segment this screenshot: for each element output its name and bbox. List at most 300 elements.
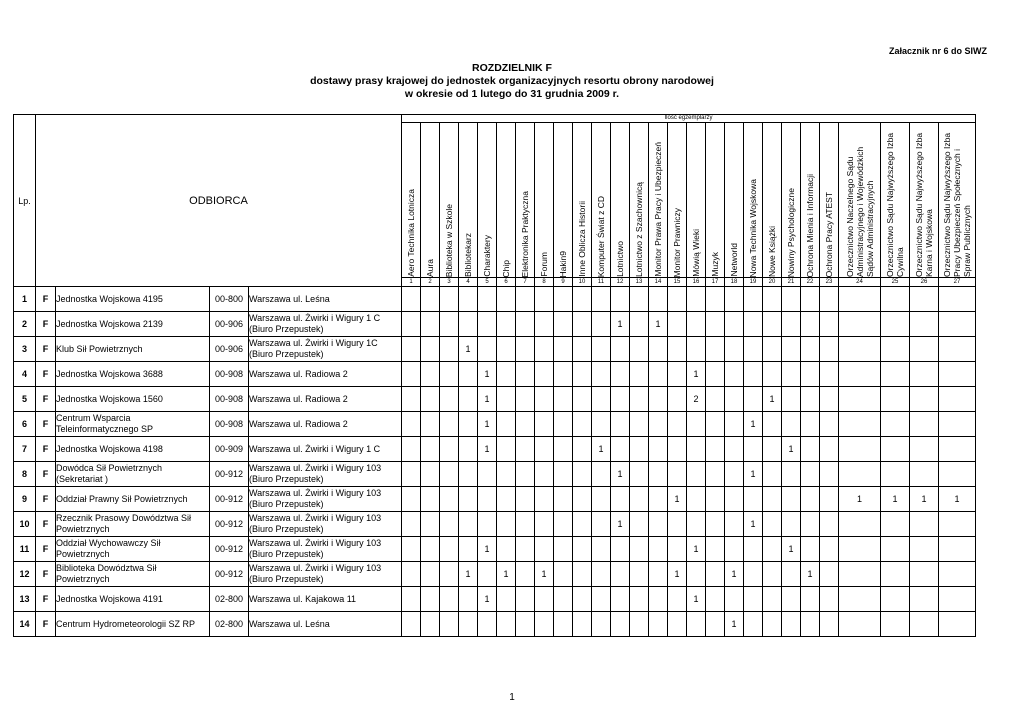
quantity-cell [706, 587, 725, 612]
quantity-cell [402, 587, 421, 612]
column-name: Aura [425, 259, 435, 277]
quantity-cell [459, 612, 478, 637]
quantity-cell [910, 462, 939, 487]
quantity-cell [782, 462, 801, 487]
quantity-cell [725, 437, 744, 462]
quantity-cell [910, 537, 939, 562]
quantity-cell [592, 312, 611, 337]
column-name: Nowa Technika Wojskowa [748, 178, 758, 277]
quantity-cell [668, 412, 687, 437]
quantity-cell [801, 512, 820, 537]
postal-code: 00-912 [210, 487, 249, 512]
quantity-cell [687, 337, 706, 362]
quantity-cell: 1 [611, 512, 630, 537]
quantity-cell: 1 [782, 437, 801, 462]
quantity-cell [839, 312, 881, 337]
quantity-header: Ilość egzemplarzy [402, 115, 976, 123]
quantity-cell [939, 562, 976, 587]
quantity-cell [649, 537, 668, 562]
recipient-name: Klub Sił Powietrznych [56, 337, 210, 362]
quantity-cell [402, 512, 421, 537]
quantity-cell [763, 287, 782, 312]
quantity-cell [402, 412, 421, 437]
column-header-18 [725, 123, 744, 278]
column-number: 13 [630, 278, 649, 287]
row-number: 6 [14, 412, 36, 437]
quantity-cell [839, 362, 881, 387]
quantity-cell [649, 487, 668, 512]
recipient-address: Warszawa ul. Żwirki i Wigury 103 (Biuro Przepustek) [249, 562, 402, 587]
quantity-cell [839, 287, 881, 312]
quantity-cell [839, 387, 881, 412]
quantity-cell: 1 [687, 537, 706, 562]
column-header-14 [649, 123, 668, 278]
quantity-cell [801, 362, 820, 387]
column-number: 16 [687, 278, 706, 287]
row-number: 7 [14, 437, 36, 462]
quantity-cell: 1 [535, 562, 554, 587]
quantity-cell [459, 487, 478, 512]
column-name: Chip [501, 259, 511, 277]
quantity-cell [725, 337, 744, 362]
quantity-cell [402, 462, 421, 487]
quantity-cell [592, 337, 611, 362]
quantity-cell [497, 287, 516, 312]
quantity-cell [706, 537, 725, 562]
quantity-cell [782, 387, 801, 412]
quantity-cell [630, 587, 649, 612]
quantity-cell [939, 512, 976, 537]
column-number: 8 [535, 278, 554, 287]
row-type: F [36, 462, 56, 487]
quantity-cell [782, 512, 801, 537]
quantity-cell [630, 337, 649, 362]
quantity-cell [421, 612, 440, 637]
recipient-address: Warszawa ul. Żwirki i Wigury 1 C (Biuro Przepustek) [249, 312, 402, 337]
quantity-cell: 1 [478, 437, 497, 462]
column-number: 6 [497, 278, 516, 287]
quantity-cell [649, 337, 668, 362]
quantity-cell [939, 537, 976, 562]
row-number: 5 [14, 387, 36, 412]
quantity-cell [649, 462, 668, 487]
column-header-15 [668, 123, 687, 278]
recipient-name: Jednostka Wojskowa 4198 [56, 437, 210, 462]
quantity-cell [820, 387, 839, 412]
quantity-cell [535, 462, 554, 487]
quantity-cell [839, 512, 881, 537]
quantity-cell [801, 387, 820, 412]
recipient-name: Jednostka Wojskowa 1560 [56, 387, 210, 412]
column-name: Forum [539, 252, 549, 277]
quantity-cell: 1 [478, 387, 497, 412]
quantity-cell [910, 287, 939, 312]
recipient-name: Rzecznik Prasowy Dowództwa Sił Powietrznych [56, 512, 210, 537]
quantity-cell [630, 612, 649, 637]
quantity-cell [706, 337, 725, 362]
quantity-cell [801, 537, 820, 562]
quantity-cell [881, 312, 910, 337]
column-number: 23 [820, 278, 839, 287]
title-line-3: w okresie od 1 lutego do 31 grudnia 2009 r. [404, 88, 620, 100]
column-number: 22 [801, 278, 820, 287]
quantity-cell [554, 412, 573, 437]
quantity-cell [611, 337, 630, 362]
quantity-cell [421, 412, 440, 437]
quantity-cell [497, 462, 516, 487]
quantity-cell [910, 612, 939, 637]
row-number: 10 [14, 512, 36, 537]
quantity-cell [611, 612, 630, 637]
quantity-cell [801, 287, 820, 312]
quantity-cell [782, 487, 801, 512]
column-name: Mówią Wieki [691, 229, 701, 277]
quantity-cell [820, 512, 839, 537]
quantity-cell [592, 287, 611, 312]
quantity-cell [668, 462, 687, 487]
quantity-cell [402, 387, 421, 412]
column-number: 1 [402, 278, 421, 287]
row-number: 3 [14, 337, 36, 362]
quantity-cell [573, 512, 592, 537]
table-row [14, 362, 976, 387]
quantity-cell [839, 587, 881, 612]
quantity-cell [744, 287, 763, 312]
quantity-cell: 1 [744, 512, 763, 537]
quantity-cell [535, 337, 554, 362]
quantity-cell [668, 312, 687, 337]
quantity-cell [478, 612, 497, 637]
quantity-cell [516, 487, 535, 512]
quantity-cell: 1 [592, 437, 611, 462]
quantity-cell [801, 462, 820, 487]
quantity-cell [668, 362, 687, 387]
quantity-cell [687, 437, 706, 462]
quantity-cell [497, 612, 516, 637]
quantity-cell [497, 587, 516, 612]
quantity-cell [668, 387, 687, 412]
column-number: 3 [440, 278, 459, 287]
quantity-cell [459, 287, 478, 312]
quantity-cell [516, 437, 535, 462]
quantity-cell [706, 487, 725, 512]
row-type: F [36, 612, 56, 637]
quantity-cell [535, 287, 554, 312]
quantity-cell [939, 362, 976, 387]
quantity-cell [611, 437, 630, 462]
quantity-cell [592, 462, 611, 487]
quantity-cell [910, 512, 939, 537]
postal-code: 00-909 [210, 437, 249, 462]
quantity-cell [706, 612, 725, 637]
quantity-cell [630, 562, 649, 587]
quantity-cell [763, 437, 782, 462]
quantity-cell [782, 587, 801, 612]
quantity-cell: 1 [687, 362, 706, 387]
quantity-cell [801, 437, 820, 462]
quantity-cell [910, 562, 939, 587]
postal-code: 02-800 [210, 612, 249, 637]
column-name: Komputer Świat z CD [596, 195, 606, 277]
quantity-cell [649, 287, 668, 312]
quantity-cell [573, 387, 592, 412]
quantity-cell [497, 537, 516, 562]
quantity-cell [839, 562, 881, 587]
column-name: Ochrona Mienia i Informacji [805, 173, 815, 277]
recipient-name: Jednostka Wojskowa 3688 [56, 362, 210, 387]
column-number: 4 [459, 278, 478, 287]
quantity-cell [801, 587, 820, 612]
quantity-cell [706, 512, 725, 537]
quantity-cell [630, 362, 649, 387]
quantity-cell [497, 487, 516, 512]
table-row [14, 587, 976, 612]
quantity-cell [554, 537, 573, 562]
quantity-cell [535, 587, 554, 612]
quantity-cell [459, 412, 478, 437]
quantity-cell [939, 412, 976, 437]
quantity-cell [516, 362, 535, 387]
quantity-cell [801, 312, 820, 337]
column-header-6 [497, 123, 516, 278]
row-type: F [36, 537, 56, 562]
column-number: 12 [611, 278, 630, 287]
quantity-cell [725, 587, 744, 612]
quantity-cell [497, 412, 516, 437]
quantity-cell [725, 412, 744, 437]
recipient-name: Jednostka Wojskowa 2139 [56, 312, 210, 337]
quantity-cell: 1 [668, 562, 687, 587]
quantity-cell [421, 362, 440, 387]
quantity-cell: 1 [763, 387, 782, 412]
recipient-address: Warszawa ul. Żwirki i Wigury 103 (Biuro Przepustek) [249, 537, 402, 562]
recipient-name: Biblioteka Dowództwa Sił Powietrznych [56, 562, 210, 587]
quantity-cell [725, 462, 744, 487]
quantity-cell [573, 562, 592, 587]
row-type: F [36, 287, 56, 312]
distribution-table [13, 114, 976, 637]
quantity-cell [535, 537, 554, 562]
column-number: 18 [725, 278, 744, 287]
quantity-cell [459, 537, 478, 562]
column-number: 9 [554, 278, 573, 287]
recipient-name: Oddział Wychowawczy Sił Powietrznych [56, 537, 210, 562]
recipient-name: Jednostka Wojskowa 4191 [56, 587, 210, 612]
recipient-address: Warszawa ul. Leśna [249, 612, 402, 637]
column-header-13 [630, 123, 649, 278]
quantity-cell [497, 512, 516, 537]
quantity-cell [535, 387, 554, 412]
quantity-cell [820, 562, 839, 587]
column-header-11 [592, 123, 611, 278]
quantity-cell [421, 287, 440, 312]
quantity-cell [516, 337, 535, 362]
quantity-cell [910, 412, 939, 437]
quantity-cell [687, 287, 706, 312]
quantity-cell: 1 [478, 587, 497, 612]
quantity-cell [554, 437, 573, 462]
column-number: 25 [881, 278, 910, 287]
row-number: 1 [14, 287, 36, 312]
table-row [14, 562, 976, 587]
quantity-cell [687, 512, 706, 537]
quantity-cell: 1 [744, 412, 763, 437]
quantity-cell [687, 487, 706, 512]
recipient-name: Jednostka Wojskowa 4195 [56, 287, 210, 312]
quantity-cell [573, 612, 592, 637]
column-name: Biblioteka w Szkole [444, 203, 454, 277]
quantity-cell [459, 462, 478, 487]
quantity-cell [839, 437, 881, 462]
quantity-cell [478, 312, 497, 337]
annex-label: Załacznik nr 6 do SIWZ [888, 46, 987, 56]
column-number: 11 [592, 278, 611, 287]
quantity-cell [630, 437, 649, 462]
column-name: Bibliotekarz [463, 233, 473, 277]
recipient-name: Centrum Wsparcia Teleinformatycznego SP [56, 412, 210, 437]
quantity-cell [881, 362, 910, 387]
quantity-cell [820, 412, 839, 437]
quantity-cell [516, 287, 535, 312]
column-name: Orzecznictwo Sądu Najwyższego Izba Karna i Wojskowa [914, 132, 934, 277]
quantity-cell [459, 312, 478, 337]
quantity-cell [820, 587, 839, 612]
quantity-cell: 1 [910, 487, 939, 512]
recipient-name: Dowódca Sił Powietrznych (Sekretariat ) [56, 462, 210, 487]
column-number: 20 [763, 278, 782, 287]
quantity-cell: 1 [497, 562, 516, 587]
column-header-4 [459, 123, 478, 278]
quantity-cell [402, 287, 421, 312]
quantity-cell [592, 512, 611, 537]
quantity-cell [535, 312, 554, 337]
column-name: Nowiny Psychologiczne [786, 187, 796, 277]
quantity-cell [478, 337, 497, 362]
table-row [14, 462, 976, 487]
row-type: F [36, 587, 56, 612]
quantity-cell [939, 587, 976, 612]
quantity-cell [554, 487, 573, 512]
quantity-cell [554, 287, 573, 312]
quantity-cell [881, 612, 910, 637]
table-row [14, 512, 976, 537]
quantity-cell: 1 [478, 362, 497, 387]
quantity-cell: 1 [611, 312, 630, 337]
column-header-24 [839, 123, 881, 278]
postal-code: 00-800 [210, 287, 249, 312]
quantity-cell [706, 362, 725, 387]
postal-code: 00-912 [210, 562, 249, 587]
quantity-cell [649, 362, 668, 387]
quantity-cell [910, 387, 939, 412]
quantity-cell [881, 512, 910, 537]
quantity-cell [881, 337, 910, 362]
quantity-cell [763, 512, 782, 537]
quantity-cell [630, 512, 649, 537]
column-header-12 [611, 123, 630, 278]
quantity-cell: 1 [881, 487, 910, 512]
column-header-27 [939, 123, 976, 278]
quantity-cell [459, 437, 478, 462]
recipient-address: Warszawa ul. Radiowa 2 [249, 362, 402, 387]
title-line-2: dostawy prasy krajowej do jednostek organizacyjnych resortu obrony narodowej [310, 75, 714, 87]
quantity-cell [516, 612, 535, 637]
column-header-23 [820, 123, 839, 278]
quantity-cell [630, 537, 649, 562]
quantity-cell [630, 412, 649, 437]
quantity-cell: 1 [782, 537, 801, 562]
quantity-cell [516, 312, 535, 337]
recipient-address: Warszawa ul. Radiowa 2 [249, 387, 402, 412]
quantity-cell [839, 537, 881, 562]
recipient-address: Warszawa ul. Leśna [249, 287, 402, 312]
quantity-cell [706, 437, 725, 462]
quantity-cell [421, 587, 440, 612]
quantity-cell [782, 287, 801, 312]
quantity-cell [497, 337, 516, 362]
quantity-cell: 2 [687, 387, 706, 412]
quantity-cell [440, 337, 459, 362]
row-number: 8 [14, 462, 36, 487]
quantity-cell [478, 512, 497, 537]
quantity-cell [939, 462, 976, 487]
column-header-26 [910, 123, 939, 278]
column-name: Networld [729, 243, 739, 277]
recipient-address: Warszawa ul. Kajakowa 11 [249, 587, 402, 612]
column-number: 15 [668, 278, 687, 287]
quantity-cell [744, 387, 763, 412]
quantity-cell [649, 437, 668, 462]
quantity-cell [402, 537, 421, 562]
quantity-cell [782, 337, 801, 362]
quantity-cell [440, 587, 459, 612]
column-name: Muzyk [710, 252, 720, 277]
quantity-cell [649, 512, 668, 537]
quantity-cell [744, 562, 763, 587]
quantity-cell [402, 612, 421, 637]
quantity-cell [592, 362, 611, 387]
quantity-cell: 1 [687, 587, 706, 612]
quantity-cell [687, 612, 706, 637]
quantity-cell [440, 362, 459, 387]
quantity-cell: 1 [478, 537, 497, 562]
quantity-cell [687, 562, 706, 587]
column-name: Charaktery [482, 235, 492, 277]
row-type: F [36, 437, 56, 462]
quantity-cell [516, 562, 535, 587]
quantity-cell [478, 462, 497, 487]
column-number: 19 [744, 278, 763, 287]
recipient-address: Warszawa ul. Żwirki i Wigury 1 C [249, 437, 402, 462]
quantity-cell [592, 612, 611, 637]
quantity-cell [820, 287, 839, 312]
column-name: Orzecznictwo Naczelnego Sądu Administracyjnego i Wojewódzkich Sądów Administracyjnych [844, 146, 875, 277]
quantity-cell [459, 512, 478, 537]
postal-code: 00-906 [210, 312, 249, 337]
table-row [14, 612, 976, 637]
quantity-cell [820, 362, 839, 387]
quantity-cell [516, 387, 535, 412]
column-header-17 [706, 123, 725, 278]
quantity-cell [497, 312, 516, 337]
quantity-cell [881, 287, 910, 312]
quantity-cell [630, 462, 649, 487]
quantity-cell [687, 412, 706, 437]
quantity-cell [611, 562, 630, 587]
quantity-cell [820, 487, 839, 512]
quantity-cell [881, 587, 910, 612]
quantity-cell [440, 312, 459, 337]
